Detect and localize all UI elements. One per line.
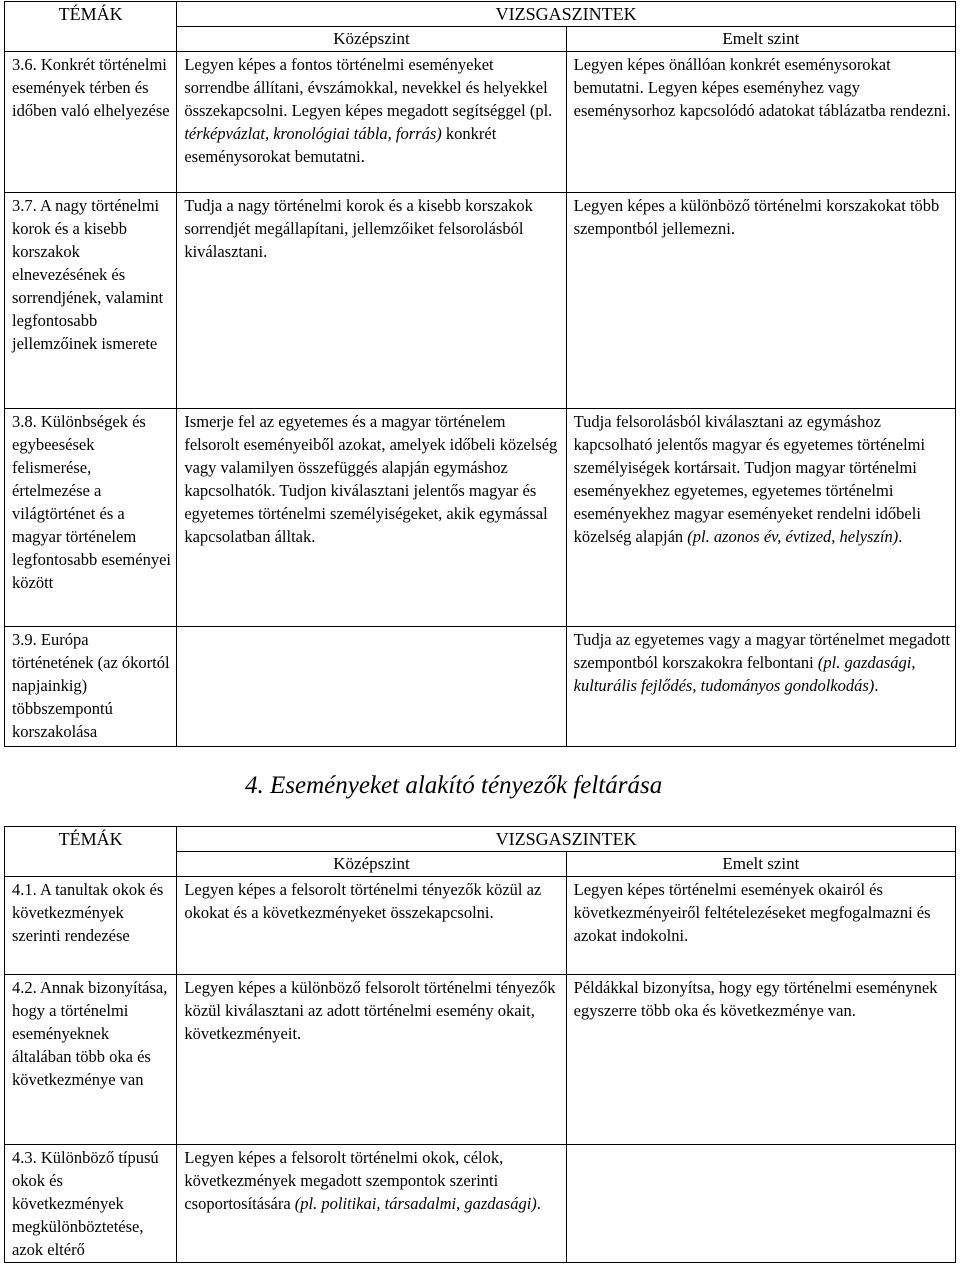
mid-level-cell: Legyen képes a felsorolt történelmi okok, célok, következmények megadott szempontok szerinti csoportosítására (pl. politikai, társadalmi, gazdasági). [177,1145,566,1263]
topic-cell: 3.8. Különbségek és egybeesések felismerése, értelmezése a világtörténet és a magyar történelem legfontosabb eseményei között [5,409,177,627]
mid-level-cell: Ismerje fel az egyetemes és a magyar történelem felsorolt eseményeiből azokat, amelyek időbeli közelség vagy valamilyen összefüggés alapján egymáshoz kapcsolhatók. Tudjon kiválasztani jelentős magyar és egyetemes történelmi személyiségeket, akik egymással kapcsolatban álltak. [177,409,566,627]
advanced-level-cell: Legyen képes a különböző történelmi korszakokat több szempontból jellemezni. [566,193,955,409]
exam-levels-table-3 [4,1,956,747]
mid-level-cell: Legyen képes a fontos történelmi eseményeket sorrendbe állítani, évszámokkal, nevekkel és helyekkel összekapcsolni. Legyen képes megadott segítséggel (pl. térképvázlat, kronológiai tábla, forrás) konkrét eseménysorokat bemutatni. [177,52,566,193]
mid-level-cell [177,627,566,747]
topic-cell: 4.1. A tanultak okok és következmények szerinti rendezése [5,877,177,975]
mid-level-cell: Tudja a nagy történelmi korok és a kisebb korszakok sorrendjét megállapítani, jellemzőiket felsorolásból kiválasztani. [177,193,566,409]
advanced-level-cell: Legyen képes önállóan konkrét eseménysorokat bemutatni. Legyen képes eseményhez vagy eseménysorhoz kapcsolódó adatokat táblázatba rendezni. [566,52,955,193]
mid-level-header: Középszint [177,852,566,877]
mid-level-header: Középszint [177,27,566,52]
levels-header: VIZSGASZINTEK [177,2,956,27]
topic-cell: 4.3. Különböző típusú okok és következmények megkülönböztetése, azok eltérő [5,1145,177,1263]
advanced-level-header: Emelt szint [566,27,955,52]
levels-header: VIZSGASZINTEK [177,827,956,852]
topic-cell: 3.9. Európa történetének (az ókortól napjainkig) többszempontú korszakolása [5,627,177,747]
mid-level-cell: Legyen képes a különböző felsorolt történelmi tényezők közül kiválasztani az adott történelmi esemény okait, következményeit. [177,975,566,1145]
advanced-level-cell [566,1145,955,1263]
topic-cell: 3.7. A nagy történelmi korok és a kisebb korszakok elnevezésének és sorrendjének, valamint legfontosabb jellemzőinek ismerete [5,193,177,409]
topics-header: TÉMÁK [5,2,177,52]
topics-header: TÉMÁK [5,827,177,877]
advanced-level-cell: Példákkal bizonyítsa, hogy egy történelmi eseménynek egyszerre több oka és következménye van. [566,975,955,1145]
topic-cell: 3.6. Konkrét történelmi események térben és időben való elhelyezése [5,52,177,193]
advanced-level-cell: Legyen képes történelmi események okairól és következményeiről feltételezéseket megfogalmazni és azokat indokolni. [566,877,955,975]
exam-levels-table-4 [4,826,956,1263]
advanced-level-cell: Tudja az egyetemes vagy a magyar történelmet megadott szempontból korszakokra felbontani (pl. gazdasági, kulturális fejlődés, tudományos gondolkodás). [566,627,955,747]
topic-cell: 4.2. Annak bizonyítása, hogy a történelmi eseményeknek általában több oka és következménye van [5,975,177,1145]
section-title: 4. Eseményeket alakító tényezők feltárása [245,772,663,799]
advanced-level-cell: Tudja felsorolásból kiválasztani az egymáshoz kapcsolható jelentős magyar és egyetemes történelmi személyiségek kortársait. Tudjon magyar történelmi eseményekhez egyetemes, egyetemes történelmi eseményekhez magyar eseményeket rendelni időbeli közelség alapján (pl. azonos év, évtized, helyszín). [566,409,955,627]
mid-level-cell: Legyen képes a felsorolt történelmi tényezők közül az okokat és a következményeket összekapcsolni. [177,877,566,975]
advanced-level-header: Emelt szint [566,852,955,877]
